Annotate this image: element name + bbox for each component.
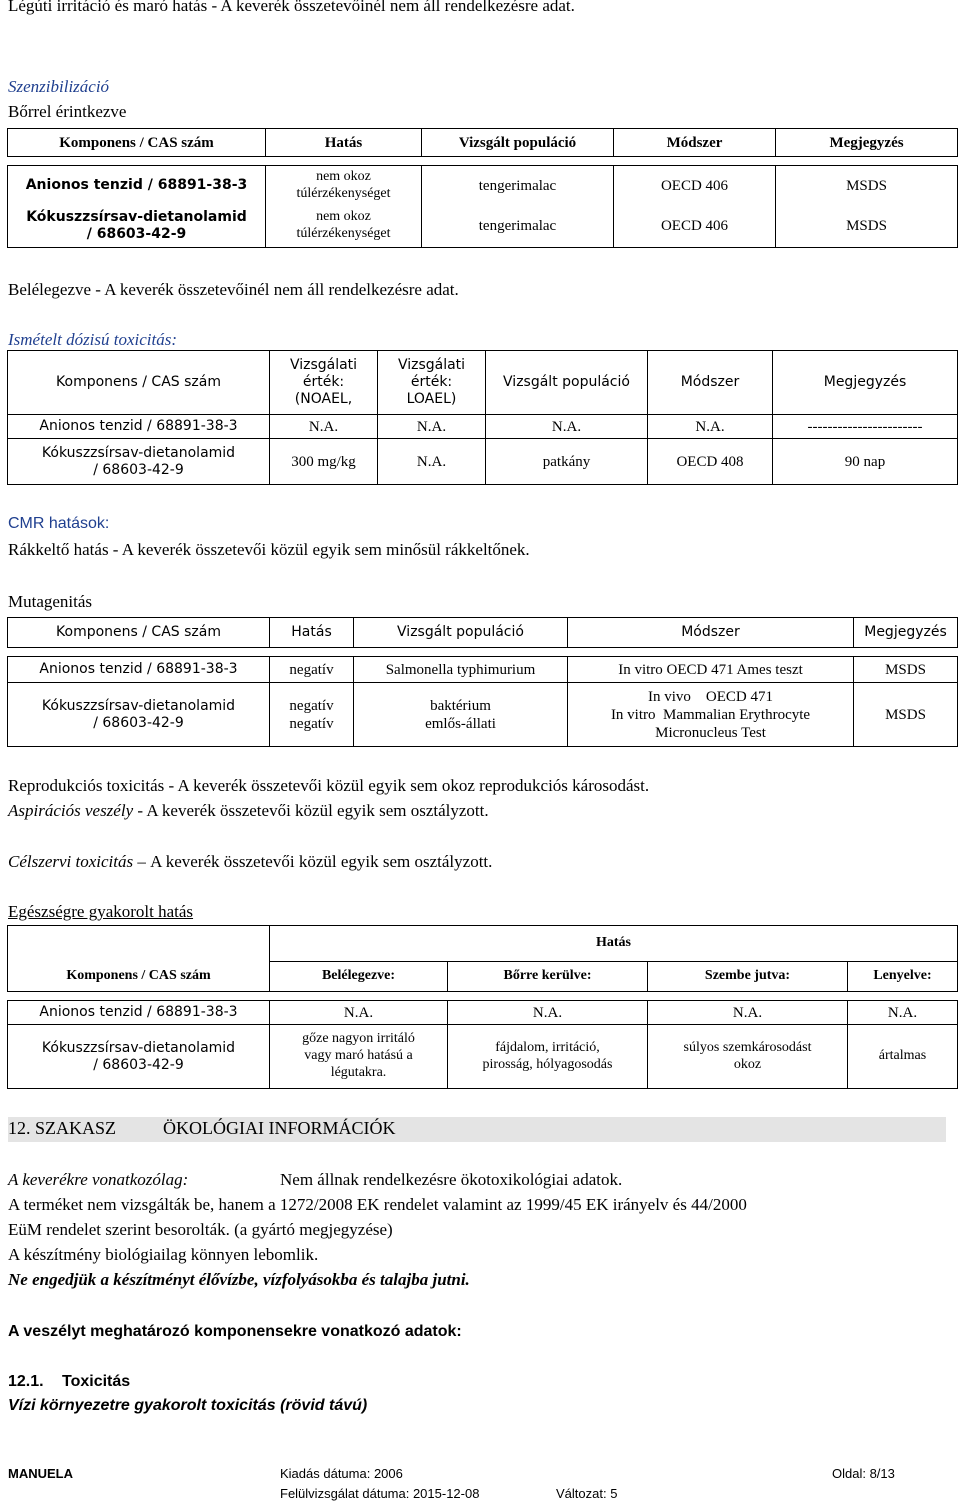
inhalation-line: vagy maró hatású a [304, 1048, 413, 1064]
target-organ-text: A keverék összetevői közül egyik sem osztályzott. [150, 852, 493, 871]
aspiration-label: Aspirációs veszély - [8, 801, 144, 820]
component-line: / 68603-42-9 [93, 714, 184, 731]
component-line: / 68603-42-9 [86, 226, 187, 243]
cell-population: patkány [486, 439, 648, 485]
subsection-title: Toxicitás [62, 1373, 131, 1390]
mutagenicity-table [7, 617, 958, 747]
sensitization-title: Szenzibilizáció [8, 77, 110, 96]
header-note: Megjegyzés [773, 351, 958, 415]
method-line: In vivo OECD 471 [648, 688, 773, 705]
cell-effect: nem okoz túlérzékenységet [266, 166, 422, 206]
header-skin: Bőrre kerülve: [448, 962, 648, 992]
cell-swallow: ártalmas [848, 1025, 958, 1089]
cell-component: Anionos tenzid / 68891-38-3 [8, 415, 270, 439]
eye-line: okoz [733, 1056, 762, 1072]
header-method: Módszer [648, 351, 773, 415]
cell-effect: negatív [270, 657, 354, 683]
component-line: Kókuszzsírsav-dietanolamid [26, 209, 247, 226]
hazardous-title: A veszélyt meghatározó komponensekre vonatkozó adatok: [8, 1323, 462, 1340]
biodeg-text: A készítmény biológiailag könnyen lebomlik. [8, 1245, 319, 1264]
header-inhalation: Belélegezve: [270, 962, 448, 992]
sensitization-subtitle: Bőrrel érintkezve [8, 102, 127, 121]
header-population: Vizsgált populáció [422, 129, 614, 157]
mixture-text: Nem állnak rendelkezésre ökotoxikológiai adatok. [280, 1170, 623, 1189]
header-line: érték: [302, 374, 345, 391]
cell-component [8, 1025, 270, 1089]
cell-note: MSDS [854, 657, 958, 683]
cell-note: 90 nap [773, 439, 958, 485]
table-row [8, 683, 958, 747]
header-effect: Hatás [266, 129, 422, 157]
cell-method [568, 683, 854, 747]
cell-note: MSDS [854, 683, 958, 747]
header-note: Megjegyzés [776, 129, 958, 157]
cell-swallow: N.A. [848, 1001, 958, 1025]
cell-population: tengerimalac [422, 166, 614, 206]
cell-method: OECD 408 [648, 439, 773, 485]
cell-component [8, 683, 270, 747]
target-organ-line [8, 852, 492, 872]
cell-note: MSDS [776, 206, 958, 248]
header-note: Megjegyzés [854, 618, 958, 648]
method-line: In vitro Mammalian Erythrocyte [610, 706, 811, 723]
cell-effect: nem okoz túlérzékenységet [266, 206, 422, 248]
cell-loael: N.A. [378, 415, 486, 439]
component-line: Kókuszzsírsav-dietanolamid [41, 1039, 236, 1056]
health-title: Egészségre gyakorolt hatás [8, 902, 194, 921]
inhalation-line: légutakra. [330, 1064, 387, 1080]
footer-issue: Kiadás dátuma: 2006 [280, 1466, 403, 1481]
carcinogenicity-text: Rákkeltő hatás - A keverék összetevői közül egyik sem minősül rákkeltőnek. [8, 540, 530, 559]
header-component: Komponens / CAS szám [8, 129, 266, 157]
para1-line1: A terméket nem vizsgálták be, hanem a 1272/2008 EK rendelet valamint az 1999/45 EK irányelv és 44/2000 [8, 1195, 747, 1214]
table-row [8, 657, 958, 683]
header-line: (NOAEL, [294, 390, 353, 407]
cell-note: MSDS [776, 166, 958, 206]
aquatic-title: Vízi környezetre gyakorolt toxicitás (rövid távú) [8, 1397, 368, 1414]
header-line: Vizsgálati [289, 357, 358, 374]
repeated-dose-table [7, 350, 958, 485]
footer-version: Változat: 5 [556, 1486, 618, 1501]
repeated-dose-title: Ismételt dózisú toxicitás: [8, 330, 178, 349]
header-loael [378, 351, 486, 415]
cell-method: OECD 406 [614, 206, 776, 248]
subsection-number: 12.1. [8, 1373, 44, 1390]
population-line: emlős-állati [425, 715, 496, 732]
sensitization-table [7, 128, 958, 248]
header-swallow: Lenyelve: [848, 962, 958, 992]
table-row [8, 415, 958, 439]
reproductive-text: Reprodukciós toxicitás - A keverék összetevői közül egyik sem okoz reprodukciós károsodást. [8, 776, 650, 795]
component-line: Kókuszzsírsav-dietanolamid [41, 444, 236, 461]
mixture-label: A keverékre vonatkozólag: [8, 1170, 189, 1189]
target-organ-label: Célszervi toxicitás – [8, 852, 151, 871]
header-group: Hatás [270, 926, 958, 962]
cell-population: tengerimalac [422, 206, 614, 248]
cell-loael: N.A. [378, 439, 486, 485]
footer-product: MANUELA [8, 1466, 73, 1481]
cell-component [8, 206, 266, 248]
cell-method: In vitro OECD 471 Ames teszt [568, 657, 854, 683]
header-component: Komponens / CAS szám [8, 351, 270, 415]
cell-population: N.A. [486, 415, 648, 439]
cell-inhalation [270, 1025, 448, 1089]
inhalation-text: Belélegezve - A keverék összetevőinél nem áll rendelkezésre adat. [8, 280, 459, 299]
table-row [8, 439, 958, 485]
table-row [8, 1025, 958, 1089]
table-row [8, 166, 958, 206]
health-table [7, 925, 958, 1089]
cell-skin [448, 1025, 648, 1089]
component-line: Kókuszzsírsav-dietanolamid [41, 697, 236, 714]
table-row [8, 1001, 958, 1025]
effect-line: negatív [289, 697, 334, 714]
cell-note: ----------------------- [773, 415, 958, 439]
header-line: Vizsgálati [397, 357, 466, 374]
header-component: Komponens / CAS szám [8, 618, 270, 648]
cell-eye: N.A. [648, 1001, 848, 1025]
header-effect: Hatás [270, 618, 354, 648]
cell-population: Salmonella typhimurium [354, 657, 568, 683]
cell-inhalation: N.A. [270, 1001, 448, 1025]
table-row [8, 206, 958, 248]
cell-noael: N.A. [270, 415, 378, 439]
header-method: Módszer [568, 618, 854, 648]
skin-line: fájdalom, irritáció, [495, 1039, 600, 1055]
header-eye: Szembe jutva: [648, 962, 848, 992]
section-12-header [8, 1117, 946, 1142]
footer-page: Oldal: 8/13 [832, 1466, 895, 1481]
header-noael [270, 351, 378, 415]
inhalation-line: gőze nagyon irritáló [302, 1031, 415, 1047]
cell-population [354, 683, 568, 747]
header-line: LOAEL) [406, 390, 457, 407]
header-method: Módszer [614, 129, 776, 157]
population-line: baktérium [430, 697, 491, 714]
header-empty [8, 926, 270, 962]
header-component: Komponens / CAS szám [8, 962, 270, 992]
component-line: / 68603-42-9 [93, 461, 184, 478]
section-12-number: 12. SZAKASZ [8, 1118, 117, 1138]
cmr-title: CMR hatások: [8, 515, 110, 532]
eye-line: súlyos szemkárosodást [683, 1039, 812, 1055]
component-line: / 68603-42-9 [93, 1056, 184, 1073]
cell-method: OECD 406 [614, 166, 776, 206]
cell-component: Anionos tenzid / 68891-38-3 [8, 166, 266, 206]
cell-eye [648, 1025, 848, 1089]
header-line: érték: [410, 374, 453, 391]
para1-line2: EüM rendelet szerint besorolták. (a gyártó megjegyzése) [8, 1220, 393, 1239]
aspiration-text: A keverék összetevői közül egyik sem osztályzott. [143, 801, 489, 820]
mutagenicity-title: Mutagenitás [8, 592, 93, 611]
cell-component [8, 439, 270, 485]
aspiration-line [8, 801, 489, 821]
skin-line: pirosság, hólyagosodás [482, 1056, 613, 1072]
header-population: Vizsgált populáció [486, 351, 648, 415]
method-line: Micronucleus Test [655, 724, 766, 741]
cell-effect [270, 683, 354, 747]
section-12-title: ÖKOLÓGIAI INFORMÁCIÓK [163, 1118, 396, 1138]
effect-line: negatív [289, 715, 334, 732]
cell-component: Anionos tenzid / 68891-38-3 [8, 1001, 270, 1025]
cell-method: N.A. [648, 415, 773, 439]
cell-noael: 300 mg/kg [270, 439, 378, 485]
warning-text: Ne engedjük a készítményt élővízbe, vízfolyásokba és talajba jutni. [8, 1270, 470, 1289]
top-line: Légúti irritáció és maró hatás - A keverék összetevőinél nem áll rendelkezésre adat. [8, 0, 575, 15]
footer-revision: Felülvizsgálat dátuma: 2015-12-08 [280, 1486, 480, 1501]
cell-skin: N.A. [448, 1001, 648, 1025]
header-population: Vizsgált populáció [354, 618, 568, 648]
cell-component: Anionos tenzid / 68891-38-3 [8, 657, 270, 683]
